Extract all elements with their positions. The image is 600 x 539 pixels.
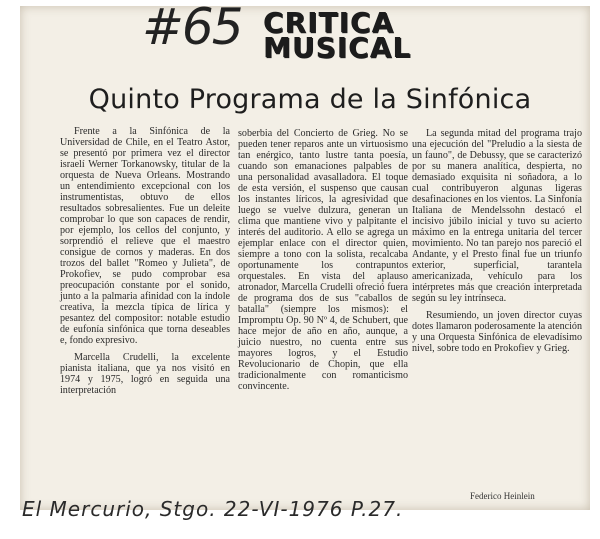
headline: Quinto Programa de la Sinfónica (88, 84, 532, 115)
section-title-line-2: MUSICAL (263, 31, 412, 64)
article-column-2 (238, 128, 408, 398)
column-3-paragraph-2: Resumiendo, un joven director cuyas dotes llamaron poderosamente la atención y una Orquesta Sinfónica de elevadísimo nivel, sobre todo en Prokofiev y Grieg. (412, 310, 582, 354)
handwritten-source-note: El Mercurio, Stgo. 22-VI-1976 P.27. (22, 497, 404, 521)
author-signature: Federico Heinlein (470, 491, 535, 501)
column-3-paragraph-1: La segunda mitad del programa trajo una ejecución del "Preludio a la siesta de un fauno", de Debussy, que se caracterizó por su manera analítica, despierta, no demasiado exquisita ni soñadora, a lo cual contribuyeron algunas ligeras desafinaciones en los vientos. La Sinfonía Italiana de Mendelssohn destacó el incisivo júbilo inicial y tuvo su acierto máximo en la entrega unitaria del tercer movimiento. No tan parejo nos pareció el Andante, y el Presto final fue un triunfo exterior, superficial, tarantela americanizada, vehículo para los intérpretes más que creación interpretada según su ley intrínseca. (412, 128, 582, 304)
column-1-paragraph-2: Marcella Crudelli, la excelente pianista italiana, que ya nos visitó en 1974 y 1975, logró en seguida una interpretación (60, 352, 230, 396)
column-2-paragraph-1: soberbia del Concierto de Grieg. No se pueden tener reparos ante un virtuosismo tan enérgico, tanto lustre tanta poesía, cuando son emanaciones palpables de una personalidad avasalladora. El toque de esta versión, el suspenso que causan los instantes líricos, la agresividad que luego se vuelve dulzura, generan un clima que mantiene vivo y palpitante el interés del auditorio. A ello se agrega un ejemplar enlace con el director quien, siempre a tono con la solista, recalcaba oportunamente los contrapuntos orquestales. En vista del aplauso atronador, Marcella Crudelli ofreció fuera de programa dos de sus "caballos de batalla" (siempre los mismos): el Impromptu Op. 90 Nº 4, de Schubert, que hace mejor de año en año, aunque, a juicio nuestro, no cuenta entre sus mayores logros, y el Estudio Revolucionario de Chopin, que ella tradicionalmente con romanticismo convincente. (238, 128, 408, 392)
section-title (263, 6, 412, 64)
article-column-1 (60, 126, 230, 402)
handwritten-number: #65 (142, 0, 242, 56)
section-title-line-1: CRITICA (263, 6, 395, 39)
column-1-paragraph-1: Frente a la Sinfónica de la Universidad de Chile, en el Teatro Astor, se presentó por primera vez el director israelí Werner Torkanowsky, titular de la orquesta de Nueva Orleans. Mostrando un entendimiento excepcional con los instrumentistas, obtuvo de ellos resultados sobresalientes. Fue un deleite comprobar lo que son capaces de rendir, por ejemplo, los cellos del conjunto, y sorprendió el relieve que el maestro consigue de cornos y maderas. En dos trozos del ballet "Romeo y Julieta", de Prokofiev, se pudo comprobar esa preocupación constante por el sonido, junto a la palmaria afinidad con la índole creativa, la mezcla típica de lírica y pesantez del compositor: notable estudio de eufonía sinfónica que torna deseables e, fondo expresivo. (60, 126, 230, 346)
article-column-3 (412, 128, 582, 360)
